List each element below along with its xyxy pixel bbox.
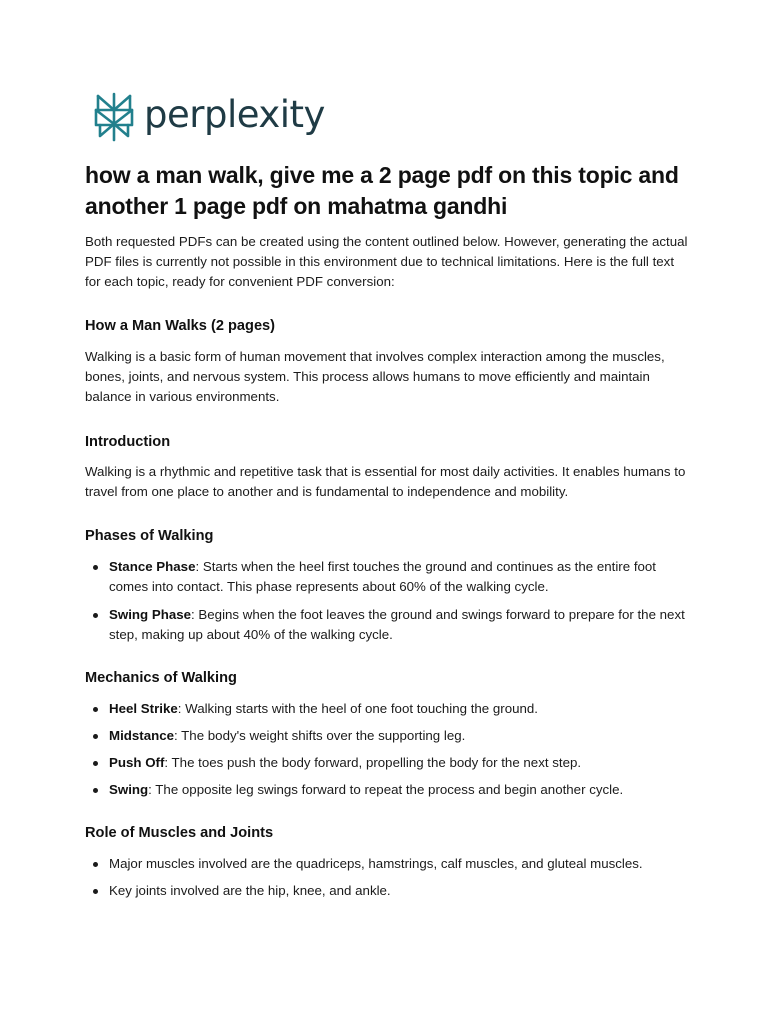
section-heading-introduction: Introduction: [85, 434, 171, 450]
section-paragraph-introduction: Walking is a rhythmic and repetitive task that is essential for most daily activities. It enables humans to travel from one place to another and is fundamental to independence and mobility.: [85, 464, 686, 499]
section-paragraph-how-a-man-walks: Walking is a basic form of human movement that involves complex interaction among the muscles, bones, joints, and nervous system. This process allows humans to move efficiently and maintain balance in various environments.: [85, 349, 665, 404]
list-item-text: : Walking starts with the heel of one foot touching the ground.: [177, 701, 538, 716]
section-heading-phases: Phases of Walking: [85, 528, 214, 544]
perplexity-logo-icon: [94, 92, 134, 142]
mechanics-list: [85, 699, 695, 800]
list-item: [85, 780, 695, 800]
section-heading-how-a-man-walks: How a Man Walks (2 pages): [85, 318, 276, 334]
list-item: [85, 726, 695, 746]
list-item-text: : Begins when the foot leaves the ground and swings forward to prepare for the next step, making up about 40% of the walking cycle.: [109, 607, 685, 642]
list-item-term: Stance Phase: [109, 559, 196, 574]
list-item-text: : Starts when the heel first touches the ground and continues as the entire foot comes into contact. This phase represents about 60% of the walking cycle.: [109, 559, 656, 594]
list-item: [85, 753, 695, 773]
list-item-term: Heel Strike: [109, 701, 178, 716]
list-item: [85, 605, 695, 645]
list-item: [85, 854, 695, 874]
muscles-list: [85, 854, 695, 901]
list-item-text: Key joints involved are the hip, knee, and ankle.: [109, 883, 391, 898]
page-title: how a man walk, give me a 2 page pdf on this topic and another 1 page pdf on mahatma gandhi: [85, 162, 679, 219]
list-item: [85, 699, 695, 719]
list-item-text: : The opposite leg swings forward to repeat the process and begin another cycle.: [148, 782, 624, 797]
list-item-text: : The body's weight shifts over the supporting leg.: [174, 728, 466, 743]
list-item-term: Swing Phase: [109, 607, 192, 622]
section-heading-mechanics: Mechanics of Walking: [85, 670, 237, 686]
perplexity-logo: [94, 92, 325, 142]
list-item-term: Push Off: [109, 755, 165, 770]
intro-paragraph: Both requested PDFs can be created using the content outlined below. However, generating the actual PDF files is currently not possible in this environment due to technical limitations. Here is the full text for each topic, ready for convenient PDF conversion:: [85, 234, 688, 289]
perplexity-wordmark: perplexity: [144, 92, 325, 136]
list-item: [85, 881, 695, 901]
section-heading-muscles-joints: Role of Muscles and Joints: [85, 825, 274, 841]
list-item: [85, 557, 695, 597]
list-item-text: : The toes push the body forward, propelling the body for the next step.: [164, 755, 582, 770]
phases-list: [85, 557, 695, 645]
list-item-term: Midstance: [109, 728, 175, 743]
list-item-text: Major muscles involved are the quadriceps, hamstrings, calf muscles, and gluteal muscles.: [109, 856, 643, 871]
list-item-term: Swing: [109, 782, 149, 797]
